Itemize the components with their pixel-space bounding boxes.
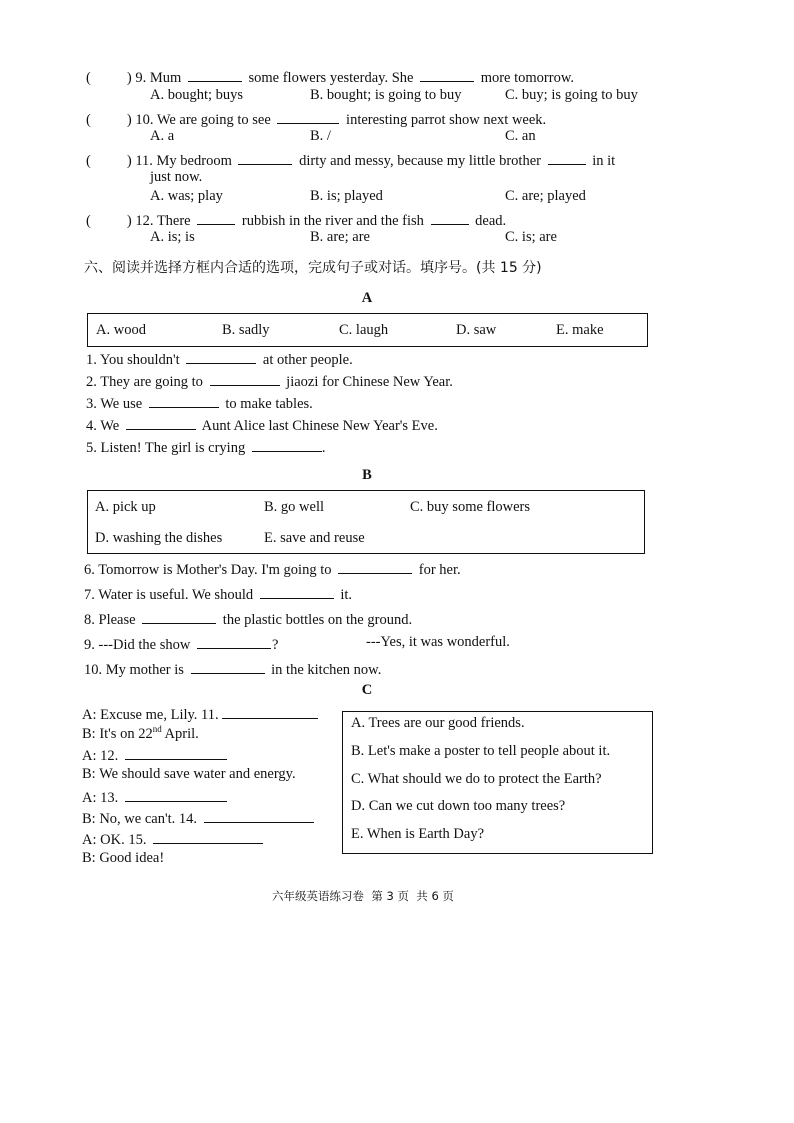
part-a-item-1: 1. You shouldn't at other people. bbox=[86, 349, 353, 369]
blank[interactable] bbox=[197, 634, 271, 649]
part-a-item-5: 5. Listen! The girl is crying . bbox=[86, 437, 325, 457]
blank[interactable] bbox=[338, 559, 412, 574]
blank[interactable] bbox=[420, 67, 474, 82]
option-a[interactable]: A. was; play bbox=[150, 188, 223, 204]
blank[interactable] bbox=[431, 210, 469, 225]
dialogue-line-1: A: Excuse me, Lily. 11. bbox=[82, 704, 321, 724]
part-b-item-10: 10. My mother is in the kitchen now. bbox=[84, 659, 381, 679]
option-save-reuse: E. save and reuse bbox=[264, 530, 365, 546]
part-b-item-9: 9. ---Did the show ? bbox=[84, 634, 278, 654]
option-c[interactable]: C. is; are bbox=[505, 229, 557, 245]
stem-text: There bbox=[156, 213, 191, 229]
option-a[interactable]: A. bought; buys bbox=[150, 87, 244, 103]
dialogue-line-8: B: Good idea! bbox=[82, 850, 165, 866]
option-laugh: C. laugh bbox=[339, 322, 389, 338]
blank[interactable] bbox=[153, 829, 263, 844]
stem-text: interesting parrot show next week. bbox=[346, 112, 547, 128]
option-go-well: B. go well bbox=[264, 499, 325, 515]
stem-continuation: just now. bbox=[150, 169, 203, 185]
part-a-item-4: 4. We Aunt Alice last Chinese New Year's Eve. bbox=[86, 415, 438, 435]
blank[interactable] bbox=[149, 393, 219, 408]
dialogue-line-2: B: It's on 22nd April. bbox=[82, 724, 199, 742]
option-cut-trees: D. Can we cut down too many trees? bbox=[351, 798, 566, 814]
blank[interactable] bbox=[126, 415, 196, 430]
blank[interactable] bbox=[191, 659, 265, 674]
option-pick-up: A. pick up bbox=[95, 499, 156, 515]
part-a-item-3: 3. We use to make tables. bbox=[86, 393, 313, 413]
option-b[interactable]: B. bought; is going to buy bbox=[310, 87, 462, 103]
option-wood: A. wood bbox=[96, 322, 146, 338]
answer-paren[interactable]: ( ) bbox=[86, 70, 132, 86]
dialogue-line-5: A: 13. bbox=[82, 787, 230, 807]
blank[interactable] bbox=[125, 745, 227, 760]
stem-text: dead. bbox=[475, 213, 507, 229]
question-12 bbox=[86, 210, 506, 230]
option-c[interactable]: C. buy; is going to buy bbox=[505, 87, 638, 103]
stem-text: Mum bbox=[149, 70, 182, 86]
option-c[interactable]: C. are; played bbox=[505, 188, 586, 204]
part-a-item-2: 2. They are going to jiaozi for Chinese New Year. bbox=[86, 371, 453, 391]
stem-text: We are going to see bbox=[156, 112, 271, 128]
blank[interactable] bbox=[548, 150, 586, 165]
blank[interactable] bbox=[142, 609, 216, 624]
blank[interactable] bbox=[197, 210, 235, 225]
stem-text: some flowers yesterday. She bbox=[248, 70, 414, 86]
option-buy-flowers: C. buy some flowers bbox=[410, 499, 531, 515]
blank[interactable] bbox=[210, 371, 280, 386]
answer-paren[interactable]: ( ) bbox=[86, 153, 132, 169]
blank[interactable] bbox=[204, 808, 314, 823]
option-protect-earth: C. What should we do to protect the Earth? bbox=[351, 771, 602, 787]
question-9 bbox=[86, 67, 574, 87]
question-number: 10. bbox=[135, 112, 154, 128]
option-a[interactable]: A. is; is bbox=[150, 229, 195, 245]
question-11 bbox=[86, 150, 615, 170]
option-trees-friends: A. Trees are our good friends. bbox=[351, 715, 525, 731]
part-c-label: C bbox=[361, 682, 373, 698]
question-10 bbox=[86, 109, 546, 129]
part-b-item-7: 7. Water is useful. We should it. bbox=[84, 584, 352, 604]
blank[interactable] bbox=[238, 150, 292, 165]
blank[interactable] bbox=[252, 437, 322, 452]
stem-text: dirty and messy, because my little brother bbox=[299, 153, 541, 169]
stem-text: in it bbox=[592, 153, 616, 169]
part-a-option-box bbox=[87, 313, 648, 347]
dialogue-line-6: B: No, we can't. 14. bbox=[82, 808, 317, 828]
blank[interactable] bbox=[260, 584, 334, 599]
blank[interactable] bbox=[186, 349, 256, 364]
option-b[interactable]: B. is; played bbox=[310, 188, 383, 204]
question-number: 9. bbox=[135, 70, 147, 86]
blank[interactable] bbox=[188, 67, 242, 82]
stem-text: more tomorrow. bbox=[480, 70, 574, 86]
option-make-poster: B. Let's make a poster to tell people about it. bbox=[351, 743, 611, 759]
dialogue-line-7: A: OK. 15. bbox=[82, 829, 266, 849]
answer-paren[interactable]: ( ) bbox=[86, 213, 132, 229]
part-a-label: A bbox=[361, 290, 373, 306]
option-washing-dishes: D. washing the dishes bbox=[95, 530, 223, 546]
part-b-item-6: 6. Tomorrow is Mother's Day. I'm going to for her. bbox=[84, 559, 461, 579]
section-heading: 六、阅读并选择方框内合适的选项，完成句子或对话。填序号。(共 15 分) bbox=[84, 260, 542, 276]
option-a[interactable]: A. a bbox=[150, 128, 175, 144]
part-b-label: B bbox=[362, 467, 372, 483]
blank[interactable] bbox=[222, 704, 318, 719]
blank[interactable] bbox=[125, 787, 227, 802]
stem-text: rubbish in the river and the fish bbox=[241, 213, 424, 229]
option-b[interactable]: B. are; are bbox=[310, 229, 370, 245]
stem-text: My bedroom bbox=[156, 153, 232, 169]
dialogue-line-4: B: We should save water and energy. bbox=[82, 766, 296, 782]
part-c-option-box bbox=[342, 711, 653, 854]
option-sadly: B. sadly bbox=[222, 322, 270, 338]
page-footer: 六年级英语练习卷 第 3 页 共 6 页 bbox=[272, 889, 454, 903]
question-number: 12. bbox=[135, 213, 154, 229]
option-saw: D. saw bbox=[456, 322, 497, 338]
option-c[interactable]: C. an bbox=[505, 128, 536, 144]
option-make: E. make bbox=[556, 322, 604, 338]
option-b[interactable]: B. / bbox=[310, 128, 331, 144]
part-b-item-9-reply: ---Yes, it was wonderful. bbox=[366, 634, 510, 650]
answer-paren[interactable]: ( ) bbox=[86, 112, 132, 128]
blank[interactable] bbox=[277, 109, 339, 124]
question-number: 11. bbox=[135, 153, 153, 169]
dialogue-line-3: A: 12. bbox=[82, 745, 230, 765]
part-b-item-8: 8. Please the plastic bottles on the ground. bbox=[84, 609, 412, 629]
part-b-option-box bbox=[87, 490, 645, 554]
option-earth-day: E. When is Earth Day? bbox=[351, 826, 485, 842]
